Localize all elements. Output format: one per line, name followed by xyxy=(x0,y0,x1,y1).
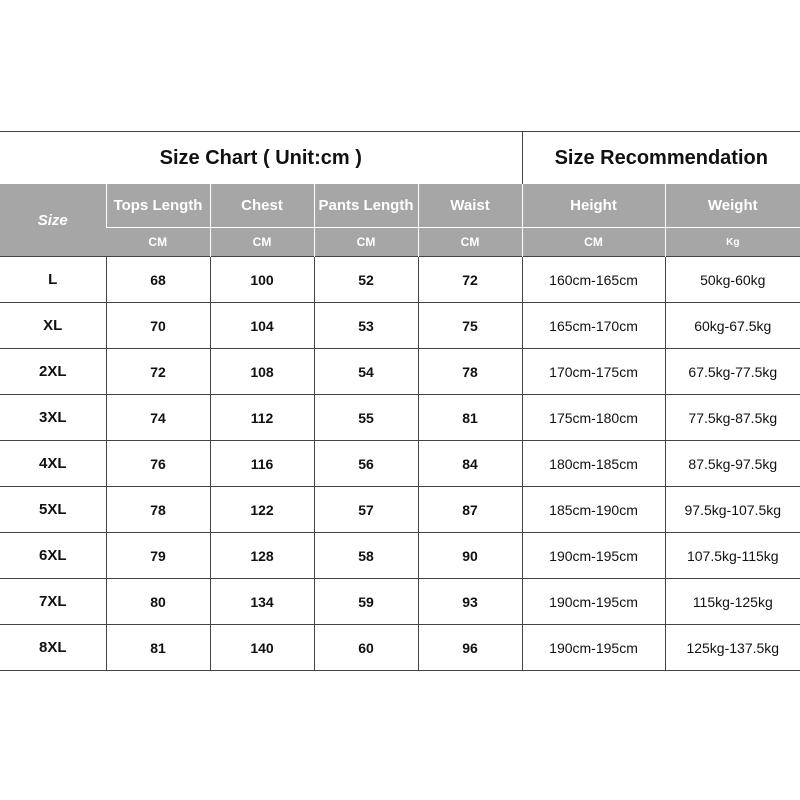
weight-range-cell: 60kg-67.5kg xyxy=(665,303,800,349)
waist-cell: 75 xyxy=(418,303,522,349)
chest-cell: 116 xyxy=(210,441,314,487)
tops-length-cell: 78 xyxy=(106,487,210,533)
chest-cell: 140 xyxy=(210,625,314,671)
waist-cell: 93 xyxy=(418,579,522,625)
size-cell: 4XL xyxy=(0,441,106,487)
pants-length-cell: 56 xyxy=(314,441,418,487)
chest-cell: 108 xyxy=(210,349,314,395)
height-range-cell: 165cm-170cm xyxy=(522,303,665,349)
height-range-cell: 170cm-175cm xyxy=(522,349,665,395)
chest-cell: 128 xyxy=(210,533,314,579)
title-row xyxy=(0,132,800,185)
waist-cell: 87 xyxy=(418,487,522,533)
chest-cell: 122 xyxy=(210,487,314,533)
tops-length-cell: 81 xyxy=(106,625,210,671)
pants-length-cell: 59 xyxy=(314,579,418,625)
height-range-cell: 160cm-165cm xyxy=(522,257,665,303)
waist-cell: 78 xyxy=(418,349,522,395)
chest-unit: CM xyxy=(210,228,314,257)
chest-header: Chest xyxy=(210,184,314,228)
size-cell: XL xyxy=(0,303,106,349)
size-cell: 6XL xyxy=(0,533,106,579)
table-row xyxy=(0,395,800,441)
height-range-cell: 175cm-180cm xyxy=(522,395,665,441)
size-cell: 8XL xyxy=(0,625,106,671)
tops-length-cell: 76 xyxy=(106,441,210,487)
tops-length-cell: 70 xyxy=(106,303,210,349)
size-chart-table xyxy=(0,131,800,671)
height-header: Height xyxy=(522,184,665,228)
weight-range-cell: 97.5kg-107.5kg xyxy=(665,487,800,533)
table-row xyxy=(0,579,800,625)
pants-length-cell: 54 xyxy=(314,349,418,395)
table-row xyxy=(0,257,800,303)
weight-range-cell: 107.5kg-115kg xyxy=(665,533,800,579)
column-header-row xyxy=(0,184,800,228)
table-row xyxy=(0,303,800,349)
waist-header: Waist xyxy=(418,184,522,228)
height-range-cell: 180cm-185cm xyxy=(522,441,665,487)
size-cell: 7XL xyxy=(0,579,106,625)
tops-length-cell: 80 xyxy=(106,579,210,625)
weight-range-cell: 87.5kg-97.5kg xyxy=(665,441,800,487)
waist-cell: 90 xyxy=(418,533,522,579)
tops-length-cell: 68 xyxy=(106,257,210,303)
pants-length-cell: 58 xyxy=(314,533,418,579)
waist-cell: 72 xyxy=(418,257,522,303)
height-range-cell: 185cm-190cm xyxy=(522,487,665,533)
table-row xyxy=(0,533,800,579)
size-column-header: Size xyxy=(0,184,106,257)
pants-length-header: Pants Length xyxy=(314,184,418,228)
chest-cell: 112 xyxy=(210,395,314,441)
tops-length-cell: 72 xyxy=(106,349,210,395)
size-recommendation-title: Size Recommendation xyxy=(522,132,800,185)
waist-cell: 81 xyxy=(418,395,522,441)
weight-range-cell: 50kg-60kg xyxy=(665,257,800,303)
unit-header-row xyxy=(0,228,800,257)
height-range-cell: 190cm-195cm xyxy=(522,625,665,671)
pants-length-cell: 60 xyxy=(314,625,418,671)
table-row xyxy=(0,441,800,487)
tops-length-header: Tops Length xyxy=(106,184,210,228)
weight-range-cell: 115kg-125kg xyxy=(665,579,800,625)
size-cell: 3XL xyxy=(0,395,106,441)
size-cell: L xyxy=(0,257,106,303)
pants-length-cell: 53 xyxy=(314,303,418,349)
size-cell: 5XL xyxy=(0,487,106,533)
chest-cell: 100 xyxy=(210,257,314,303)
weight-range-cell: 67.5kg-77.5kg xyxy=(665,349,800,395)
size-chart xyxy=(0,131,800,671)
tops-length-cell: 79 xyxy=(106,533,210,579)
chest-cell: 134 xyxy=(210,579,314,625)
waist-unit: CM xyxy=(418,228,522,257)
height-range-cell: 190cm-195cm xyxy=(522,533,665,579)
weight-unit: Kg xyxy=(665,228,800,257)
weight-header: Weight xyxy=(665,184,800,228)
pants-length-cell: 57 xyxy=(314,487,418,533)
table-row xyxy=(0,487,800,533)
height-unit: CM xyxy=(522,228,665,257)
size-chart-title: Size Chart ( Unit:cm ) xyxy=(0,132,522,185)
weight-range-cell: 77.5kg-87.5kg xyxy=(665,395,800,441)
table-row xyxy=(0,625,800,671)
height-range-cell: 190cm-195cm xyxy=(522,579,665,625)
tops-length-cell: 74 xyxy=(106,395,210,441)
size-cell: 2XL xyxy=(0,349,106,395)
pants-length-cell: 55 xyxy=(314,395,418,441)
pants-length-unit: CM xyxy=(314,228,418,257)
weight-range-cell: 125kg-137.5kg xyxy=(665,625,800,671)
waist-cell: 84 xyxy=(418,441,522,487)
pants-length-cell: 52 xyxy=(314,257,418,303)
table-row xyxy=(0,349,800,395)
chest-cell: 104 xyxy=(210,303,314,349)
waist-cell: 96 xyxy=(418,625,522,671)
tops-length-unit: CM xyxy=(106,228,210,257)
